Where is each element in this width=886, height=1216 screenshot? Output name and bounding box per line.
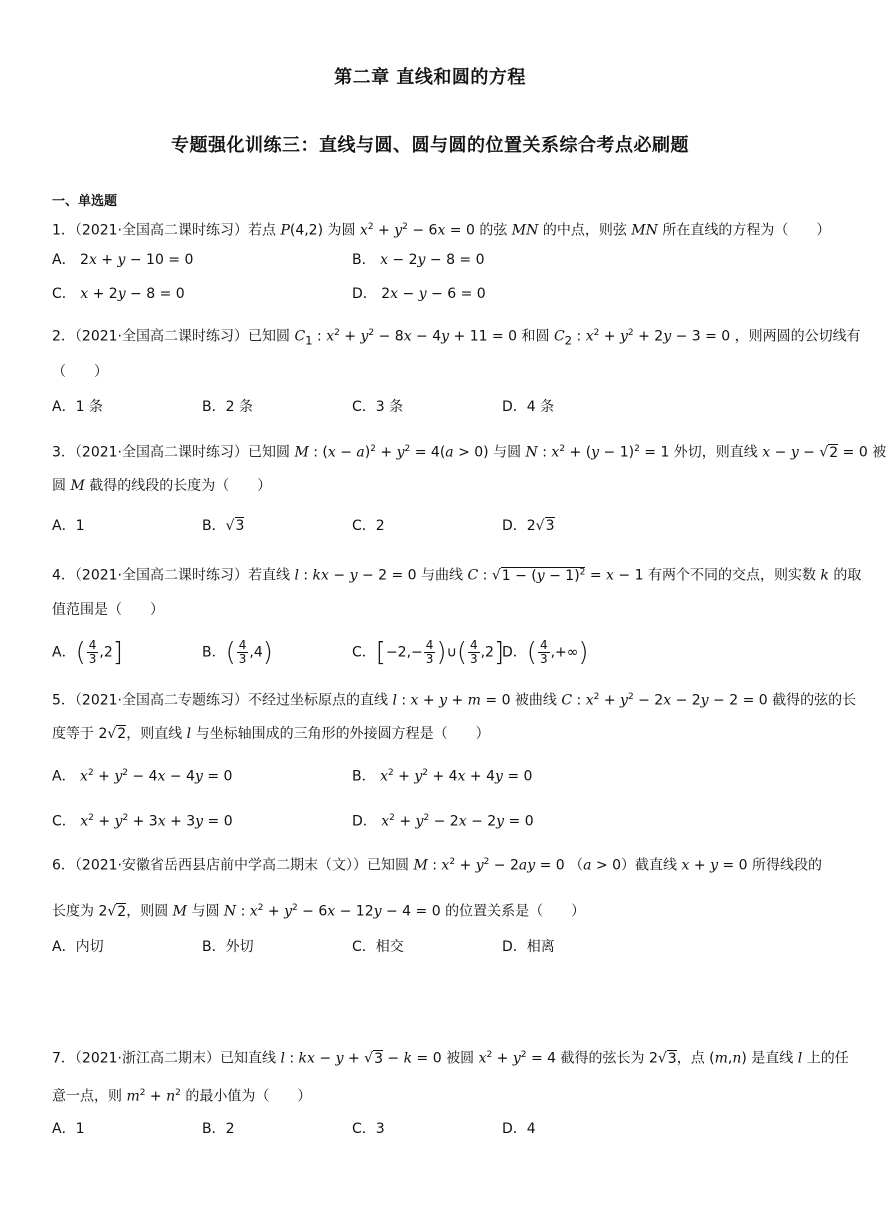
question-6-option-b[interactable]: B．外切 (202, 939, 254, 955)
question-5-line-2: 度等于 2√2，则直线 l 与坐标轴围成的三角形的外接圆方程是（ ） (52, 726, 490, 742)
question-4-option-a[interactable]: A．( $\frac{4}{3}$ ,2] (52, 637, 123, 668)
question-2-option-c[interactable]: C．3 条 (352, 399, 404, 415)
question-3-line-2: 圆 M 截得的线段的长度为（ ） (52, 478, 272, 494)
question-3-option-b[interactable]: B．√3 (202, 518, 245, 534)
question-3-option-d[interactable]: D．2√3 (502, 518, 555, 534)
question-6-option-c[interactable]: C．相交 (352, 939, 404, 955)
question-2-line-1: 2．（2021·全国高二课时练习）已知圆 $C_1$ : $x^2 + y^2 - 8x - 4y + 11 = 0$ 和圆 $C_2$ : $x^2 + y^2 + 2y - 3 = 0$ ，则两圆的公切线有 (52, 328, 861, 348)
question-5-option-a[interactable]: A． $x^2 + y^2 - 4x - 4y = 0$ (52, 768, 233, 785)
question-2-option-d[interactable]: D．4 条 (502, 399, 555, 415)
question-7-option-a[interactable]: A．1 (52, 1121, 85, 1137)
question-4-option-b[interactable]: B．( $\frac{4}{3}$ ,4) (202, 637, 273, 668)
question-3-option-c[interactable]: C．2 (352, 518, 385, 534)
question-1-option-a[interactable]: A． 2x + y − 10 = 0 (52, 252, 194, 268)
question-1-option-d[interactable]: D． 2x − y − 6 = 0 (352, 286, 486, 302)
page-subtitle: 专题强化训练三：直线与圆、圆与圆的位置关系综合考点必刷题 (171, 135, 689, 156)
question-1-line-1: 1．（2021·全国高二课时练习）若点 P(4,2) 为圆 $x^2 + y^2 - 6x = 0$ 的弦 MN 的中点，则弦 MN 所在直线的方程为（ ） (52, 222, 831, 239)
question-1-option-b[interactable]: B． x − 2y − 8 = 0 (352, 252, 485, 268)
question-1-option-c[interactable]: C． x + 2y − 8 = 0 (52, 286, 185, 302)
question-7-option-d[interactable]: D．4 (502, 1121, 536, 1137)
question-5-option-c[interactable]: C． $x^2 + y^2 + 3x + 3y = 0$ (52, 813, 233, 830)
question-4-line-1: 4．（2021·全国高二课时练习）若直线 l : kx − y − 2 = 0 与曲线 C : $√1 - (y - 1)^2 = x - 1$ 有两个不同的交点，则实数 k 的取 (52, 567, 862, 584)
chapter-title: 第二章 直线和圆的方程 (334, 67, 526, 88)
question-2-line-2: （ ） (52, 364, 108, 380)
question-7-option-b[interactable]: B．2 (202, 1121, 235, 1137)
question-5-option-b[interactable]: B． $x^2 + y^2 + 4x + 4y = 0$ (352, 768, 533, 785)
question-6-option-a[interactable]: A．内切 (52, 939, 104, 955)
question-4-option-c[interactable]: C．[−2,− $\frac{4}{3}$ )∪( $\frac{4}{3}$ ,2] (352, 637, 505, 668)
question-5-option-d[interactable]: D． $x^2 + y^2 - 2x - 2y = 0$ (352, 813, 534, 830)
question-2-option-b[interactable]: B．2 条 (202, 399, 253, 415)
question-7-option-c[interactable]: C．3 (352, 1121, 385, 1137)
question-3-line-1: 3．（2021·全国高二课时练习）已知圆 M : $(x - a)^2 + y^2 = 4(a > 0)$ 与圆 N : $x^2 + (y - 1)^2 = 1$ 外切，则直线 x − y − √2 = 0 被 (52, 444, 886, 461)
question-3-option-a[interactable]: A．1 (52, 518, 85, 534)
question-6-line-2: 长度为 2√2，则圆 M 与圆 N : $x^2 + y^2 - 6x - 12y - 4 = 0$ 的位置关系是（ ） (52, 903, 586, 920)
section-heading: 一、单选题 (52, 194, 118, 209)
question-5-line-1: 5．（2021·全国高二专题练习）不经过坐标原点的直线 l : x + y + m = 0 被曲线 C : $x^2 + y^2 - 2x - 2y - 2 = 0$ 截得的弦的长 (52, 692, 857, 709)
question-6-line-1: 6．（2021·安徽省岳西县店前中学高二期末（文））已知圆 M : $x^2 + y^2 - 2ay = 0$ （a > 0）截直线 x + y = 0 所得线段的 (52, 857, 822, 874)
question-7-line-1: 7．（2021·浙江高二期末）已知直线 l : kx − y + √3 − k = 0 被圆 $x^2 + y^2 = 4$ 截得的弦长为 2√3，点 (m,n) 是直线 l 上的任 (52, 1050, 849, 1067)
question-4-line-2: 值范围是（ ） (52, 602, 164, 618)
question-6-option-d[interactable]: D．相离 (502, 939, 555, 955)
question-2-option-a[interactable]: A．1 条 (52, 399, 103, 415)
question-7-line-2: 意一点，则 $m^2 + n^2$ 的最小值为（ ） (52, 1088, 312, 1105)
question-4-option-d[interactable]: D．( $\frac{4}{3}$ ,+∞) (502, 637, 589, 668)
